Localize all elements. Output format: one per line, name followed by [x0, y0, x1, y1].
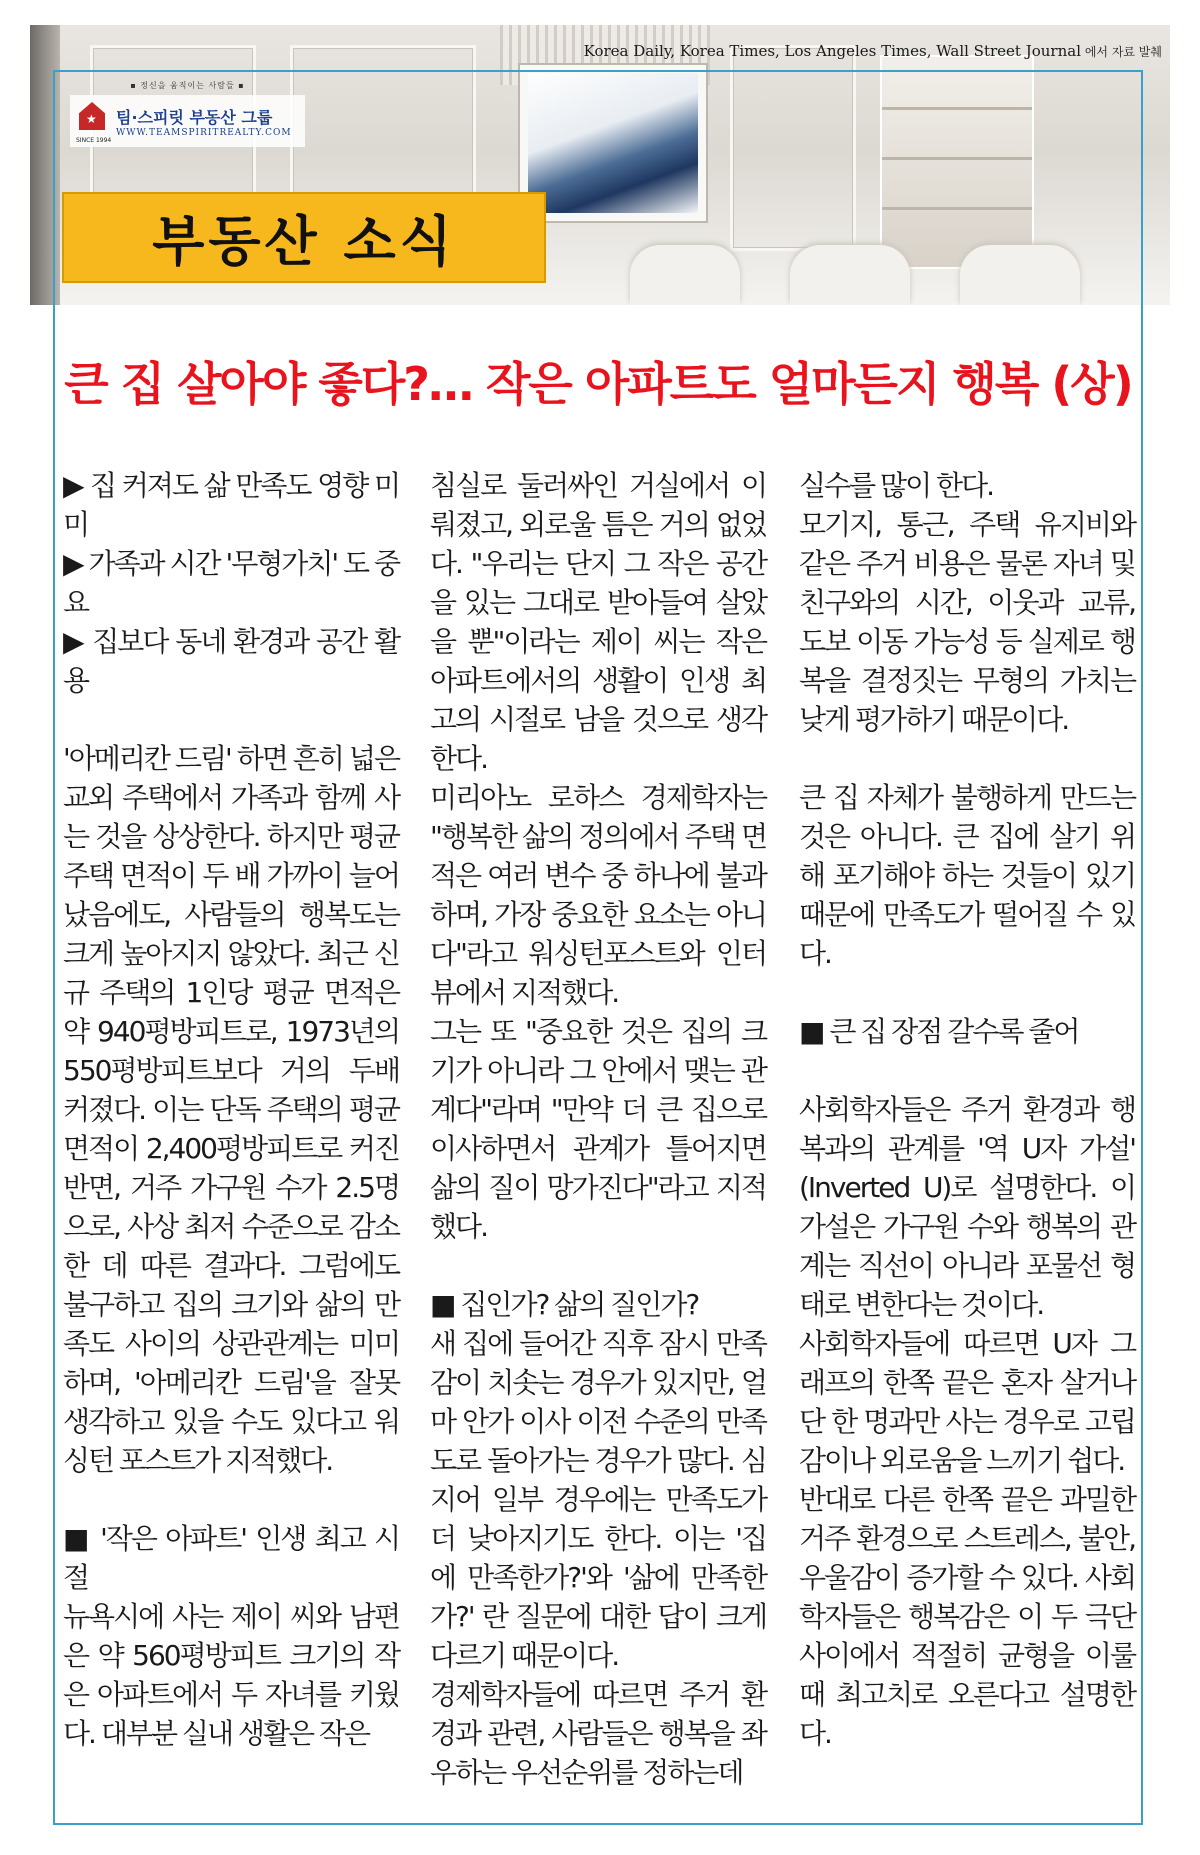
article-column-2	[430, 466, 766, 1792]
company-logo	[70, 80, 305, 147]
bullet-3: ▶ 집보다 동네 환경과 공간 활용	[63, 625, 399, 697]
credit-suffix: 에서 자료 발췌	[1081, 45, 1162, 59]
paragraph: '아메리칸 드림' 하면 흔히 넓은 교외 주택에서 가족과 함께 사는 것을 상상한다. 하지만 평균 주택 면적이 두 배 가까이 늘어났음에도, 사람들의 행복도는 크게 높아지지 않았다. 최근 신규 주택의 1인당 평균 면적은 약 940평방피트로, 1973년의 550평방피트보다 거의 두배 커졌다. 이는 단독 주택의 평균 면적이 2,400평방피트로 커진 반면, 거주 가구원 수가 2.5명으로, 사상 최저 수준으로 감소한 데 따른 결과다. 그럼에도 불구하고 집의 크기와 삶의 만족도 사이의 상관관계는 미미하며, '아메리칸 드림'을 잘못 생각하고 있을 수도 있다고 워싱턴 포스트가 지적했다.	[63, 742, 399, 1477]
paragraph: 실수를 많이 한다.	[799, 469, 994, 502]
house-logo-icon: ★ SINCE 1994	[76, 98, 110, 144]
paragraph: 경제학자들에 따르면 주거 환경과 관련, 사람들은 행복을 좌우하는 우선순위를 정하는데	[430, 1678, 766, 1789]
logo-box	[70, 95, 305, 147]
logo-since: SINCE 1994	[76, 137, 112, 144]
article-headline: 큰 집 살아야 좋다?… 작은 아파트도 얼마든지 행복 (상)	[64, 357, 1132, 411]
bullet-2: ▶ 가족과 시간 '무형가치' 도 중요	[63, 547, 399, 619]
source-credit	[584, 42, 1162, 60]
subheading: ■ 큰 집 장점 갈수록 줄어	[799, 1015, 1079, 1048]
bullet-1: ▶ 집 커져도 삶 만족도 영향 미미	[63, 469, 399, 541]
paragraph: 반대로 다른 한쪽 끝은 과밀한 거주 환경으로 스트레스, 불안, 우울감이 증가할 수 있다. 사회학자들은 행복감은 이 두 극단 사이에서 적절히 균형을 이룰 때 최고치로 오른다고 설명한다.	[799, 1483, 1135, 1750]
paragraph: 미리아노 로하스 경제학자는 "행복한 삶의 정의에서 주택 면적은 여러 변수 중 하나에 불과하며, 가장 중요한 요소는 아니다"라고 워싱턴포스트와 인터뷰에서 지적했다.	[430, 781, 766, 1009]
subheading: ■ '작은 아파트' 인생 최고 시절	[63, 1522, 399, 1594]
credit-sources: Korea Daily, Korea Times, Los Angeles Times, Wall Street Journal	[583, 42, 1081, 60]
subheading: ■ 집인가? 삶의 질인가?	[430, 1288, 699, 1321]
section-label: 부동산 소식	[62, 192, 546, 283]
paragraph: 큰 집 자체가 불행하게 만드는 것은 아니다. 큰 집에 살기 위해 포기해야 하는 것들이 있기 때문에 만족도가 떨어질 수 있다.	[799, 781, 1135, 970]
article-column-1	[63, 466, 399, 1753]
paragraph: 사회학자들에 따르면 U자 그래프의 한쪽 끝은 혼자 살거나 단 한 명과만 사는 경우로 고립감이나 외로움을 느끼기 쉽다.	[799, 1327, 1135, 1477]
article-body	[63, 466, 1138, 1816]
paragraph: 뉴욕시에 사는 제이 씨와 남편은 약 560평방피트 크기의 작은 아파트에서 두 자녀를 키웠다. 대부분 실내 생활은 작은	[63, 1600, 399, 1750]
paragraph: 모기지, 통근, 주택 유지비와 같은 주거 비용은 물론 자녀 및 친구와의 시간, 이웃과 교류, 도보 이동 가능성 등 실제로 행복을 결정짓는 무형의 가치는 낮게 평가하기 때문이다.	[799, 508, 1135, 736]
paragraph: 사회학자들은 주거 환경과 행복과의 관계를 '역 U자 가설' (Inverted U)로 설명한다. 이 가설은 가구원 수와 행복의 관계는 직선이 아니라 포물선 형태로 변한다는 것이다.	[799, 1093, 1135, 1321]
logo-name: 팀·스피릿 부동산 그룹	[116, 107, 273, 127]
logo-url: WWW.TEAMSPIRITREALTY.COM	[116, 127, 292, 138]
article-column-3	[799, 466, 1135, 1753]
paragraph: 침실로 둘러싸인 거실에서 이뤄졌고, 외로울 틈은 거의 없었다. "우리는 단지 그 작은 공간을 있는 그대로 받아들여 살았을 뿐"이라는 제이 씨는 작은 아파트에서의 생활이 인생 최고의 시절로 남을 것으로 생각한다.	[430, 469, 766, 775]
paragraph: 그는 또 "중요한 것은 집의 크기가 아니라 그 안에서 맺는 관계다"라며 "만약 더 큰 집으로 이사하면서 관계가 틀어지면 삶의 질이 망가진다"라고 지적했다.	[430, 1015, 766, 1243]
paragraph: 새 집에 들어간 직후 잠시 만족감이 치솟는 경우가 있지만, 얼마 안가 이사 이전 수준의 만족도로 돌아가는 경우가 많다. 심지어 일부 경우에는 만족도가 더 낮아지기도 한다. 이는 '집에 만족한가?'와 '삶에 만족한가?' 란 질문에 대한 답이 크게 다르기 때문이다.	[430, 1327, 766, 1672]
logo-tagline: ▪ 정신을 움직이는 사람들 ▪	[130, 81, 245, 90]
